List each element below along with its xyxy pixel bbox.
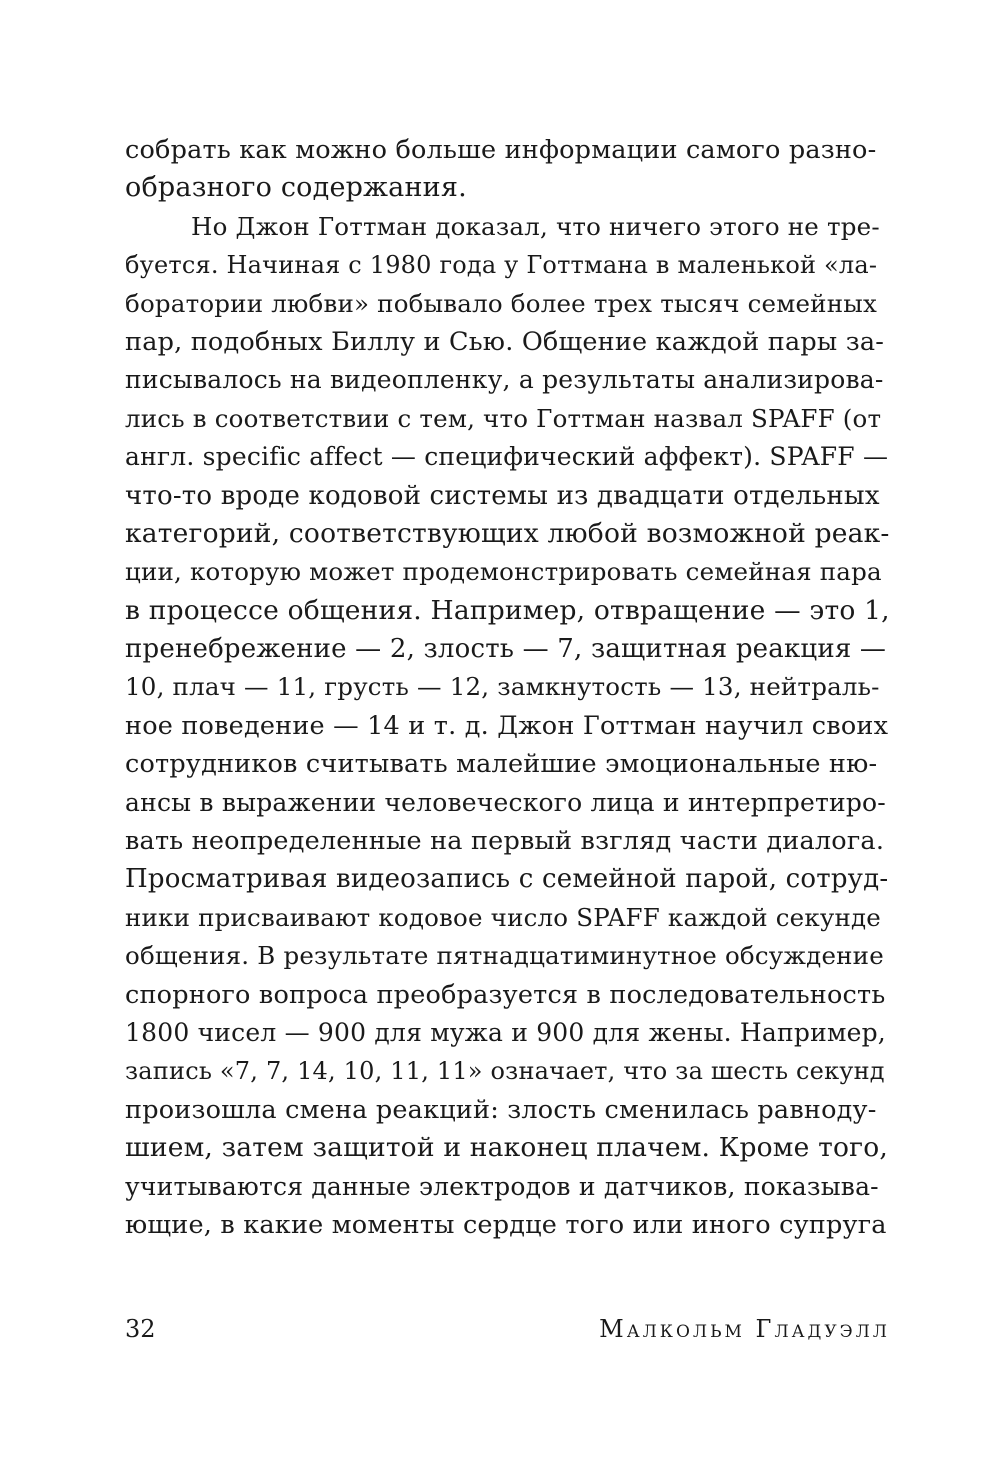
page-number: 32 — [125, 1315, 156, 1343]
text-line: в процессе общения. Например, отвращение — это 1, — [125, 594, 890, 626]
text-line: лись в соответствии с тем, что Готтман назвал SPAFF (от — [125, 403, 882, 433]
text-line: боратории любви» побывало более трех тысяч семейных — [125, 288, 877, 318]
running-head-author: Малкольм Гладуэлл — [599, 1315, 890, 1343]
text-line: англ. specific affect — специфический аффект). SPAFF — — [125, 442, 889, 472]
text-line: ники присваивают кодовое число SPAFF каждой секунде — [125, 902, 882, 932]
text-line: спорного вопроса преобразуется в последовательность — [125, 979, 886, 1010]
text-line: запись «7, 7, 14, 10, 11, 11» означает, что за шесть секунд — [125, 1057, 885, 1086]
text-line: вать неопределенные на первый взгляд части диалога. — [125, 826, 885, 857]
text-line: категорий, соответствующих любой возможной реак- — [125, 517, 890, 549]
text-line: шием, затем защитой и наконец плачем. Кроме того, — [125, 1132, 888, 1164]
page-footer — [125, 1311, 890, 1347]
text-line: учитываются данные электродов и датчиков, показыва- — [125, 1171, 879, 1201]
text-line: ции, которую может продемонстрировать семейная пара — [125, 557, 882, 587]
text-line: общения. В результате пятнадцатиминутное обсуждение — [125, 941, 884, 971]
text-line: произошла смена реакций: злость сменилась равноду- — [125, 1094, 877, 1125]
text-line: пар, подобных Биллу и Сью. Общение каждой пары за- — [125, 326, 885, 357]
paragraph-start-line: Но Джон Готтман доказал, что ничего этого не тре- — [191, 211, 880, 241]
body-text — [125, 131, 890, 1244]
text-line: ющие, в какие моменты сердце того или иного супруга — [125, 1209, 887, 1240]
text-line: образного содержания. — [125, 172, 467, 204]
text-line: пренебрежение — 2, злость — 7, защитная реакция — — [125, 634, 887, 665]
text-line: ансы в выражении человеческого лица и интерпретиро- — [125, 787, 886, 817]
text-line: буется. Начиная с 1980 года у Готтмана в маленькой «ла- — [125, 251, 878, 280]
text-line: писывалось на видеопленку, а результаты анализирова- — [125, 365, 884, 395]
text-line: собрать как можно больше информации самого разно- — [125, 135, 877, 165]
text-line: 1800 чисел — 900 для мужа и 900 для жены. Например, — [125, 1017, 886, 1047]
text-line: ное поведение — 14 и т. д. Джон Готтман научил своих — [125, 710, 889, 741]
text-line: 10, плач — 11, грусть — 12, замкнутость — 13, нейтраль- — [125, 672, 880, 702]
text-line: Просматривая видеозапись с семейной парой, сотруд- — [125, 864, 889, 895]
text-line: что-то вроде кодовой системы из двадцати отдельных — [125, 480, 880, 511]
text-line: сотрудников считывать малейшие эмоциональные ню- — [125, 749, 878, 780]
